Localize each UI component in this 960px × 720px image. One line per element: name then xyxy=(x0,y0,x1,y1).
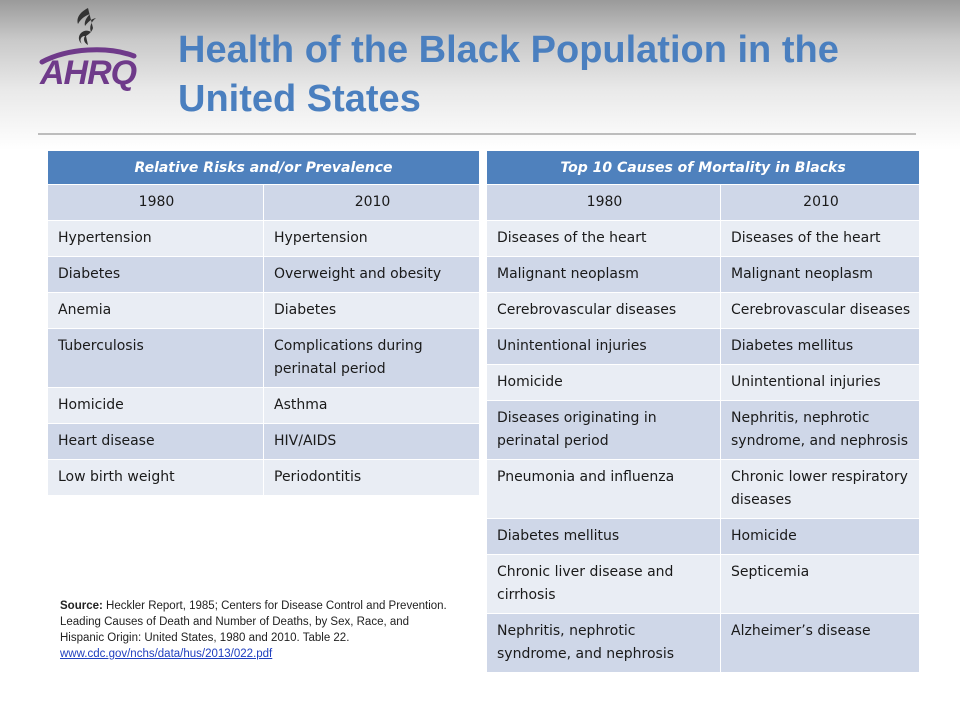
table-cell: Homicide xyxy=(720,518,919,554)
table-row xyxy=(48,387,479,423)
table-cell: Malignant neoplasm xyxy=(720,256,919,292)
table-cell: Chronic liver disease and cirrhosis xyxy=(487,554,720,613)
page-title: Health of the Black Population in the United States xyxy=(178,29,839,120)
table-cell: Diseases of the heart xyxy=(487,220,720,256)
table-row xyxy=(48,423,479,459)
table-row xyxy=(487,328,919,364)
table-row xyxy=(487,613,919,672)
table-row xyxy=(48,184,479,220)
risk-prevalence-table xyxy=(48,151,479,495)
table-cell: Anemia xyxy=(48,292,263,328)
table-cell: Low birth weight xyxy=(48,459,263,495)
table-cell: Cerebrovascular diseases xyxy=(720,292,919,328)
table-cell: Diabetes mellitus xyxy=(487,518,720,554)
table-row xyxy=(487,554,919,613)
table-cell: Homicide xyxy=(48,387,263,423)
table-cell: Unintentional injuries xyxy=(720,364,919,400)
table-cell: Septicemia xyxy=(720,554,919,613)
table-cell: Unintentional injuries xyxy=(487,328,720,364)
table-row xyxy=(487,400,919,459)
table-cell: Periodontitis xyxy=(263,459,479,495)
table-row xyxy=(487,518,919,554)
table-cell: Overweight and obesity xyxy=(263,256,479,292)
ahrq-logo[interactable] xyxy=(36,6,146,98)
source-text: Heckler Report, 1985; Centers for Disease Control and Prevention. Leading Causes of Death and Number of Deaths, by Sex, Race, and Hispanic Origin: United States, 1980 and 2010. Table 22. xyxy=(60,600,447,644)
table-cell: Complications during perinatal period xyxy=(263,328,479,387)
table-cell: Hypertension xyxy=(263,220,479,256)
year-header: 1980 xyxy=(48,184,263,220)
year-header: 2010 xyxy=(720,184,919,220)
table-cell: Asthma xyxy=(263,387,479,423)
year-header: 2010 xyxy=(263,184,479,220)
mortality-causes-table xyxy=(487,151,919,672)
table-cell: Pneumonia and influenza xyxy=(487,459,720,518)
table-row xyxy=(48,256,479,292)
table-row xyxy=(48,292,479,328)
table-row xyxy=(487,459,919,518)
table-cell: Cerebrovascular diseases xyxy=(487,292,720,328)
table-cell: Chronic lower respiratory diseases xyxy=(720,459,919,518)
table-cell: Malignant neoplasm xyxy=(487,256,720,292)
table-cell: Diabetes xyxy=(48,256,263,292)
table-row xyxy=(487,364,919,400)
title-divider xyxy=(38,133,916,135)
table-cell: Hypertension xyxy=(48,220,263,256)
table-cell: Diabetes mellitus xyxy=(720,328,919,364)
table-cell: HIV/AIDS xyxy=(263,423,479,459)
table-row xyxy=(487,292,919,328)
table-cell: Diabetes xyxy=(263,292,479,328)
table-cell: Nephritis, nephrotic syndrome, and nephrosis xyxy=(487,613,720,672)
table-cell: Homicide xyxy=(487,364,720,400)
table-cell: Diseases originating in perinatal period xyxy=(487,400,720,459)
table-row xyxy=(487,220,919,256)
year-header: 1980 xyxy=(487,184,720,220)
table-cell: Nephritis, nephrotic syndrome, and nephrosis xyxy=(720,400,919,459)
table-cell: Diseases of the heart xyxy=(720,220,919,256)
table-row xyxy=(48,328,479,387)
table-cell: Tuberculosis xyxy=(48,328,263,387)
table-row xyxy=(487,184,919,220)
logo-text: AHRQ xyxy=(40,54,137,92)
table-cell: Heart disease xyxy=(48,423,263,459)
table-row xyxy=(48,220,479,256)
table-row xyxy=(487,256,919,292)
source-link[interactable]: www.cdc.gov/nchs/data/hus/2013/022.pdf xyxy=(60,648,273,660)
source-label: Source: xyxy=(60,600,103,612)
table-cell: Alzheimer’s disease xyxy=(720,613,919,672)
table-heading: Relative Risks and/or Prevalence xyxy=(48,151,479,184)
source-note xyxy=(60,598,448,662)
table-row xyxy=(48,459,479,495)
table-heading: Top 10 Causes of Mortality in Blacks xyxy=(487,151,919,184)
